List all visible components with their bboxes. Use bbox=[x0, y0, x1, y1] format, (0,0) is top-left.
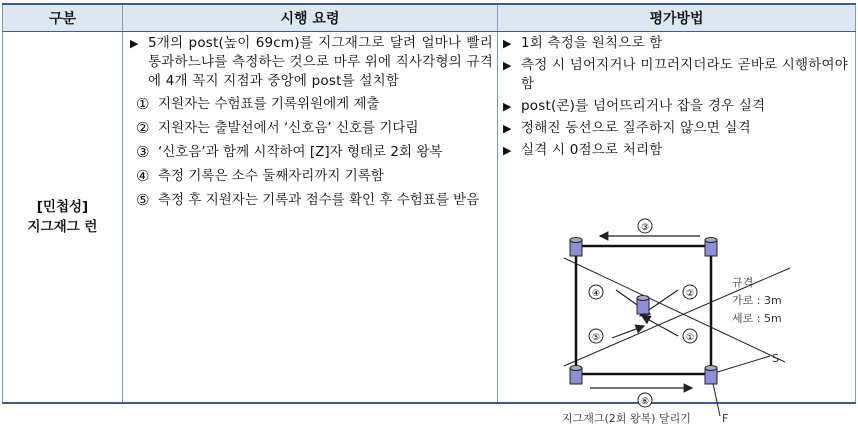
header-row bbox=[3, 4, 856, 32]
step-number: ④ bbox=[136, 167, 150, 185]
header-procedure: 시행 요령 bbox=[123, 4, 498, 32]
evaluation-text: 측정 시 넘어지거나 미끄러지더라도 곧바로 시행하여야 함 bbox=[521, 57, 848, 92]
step-text: ‘신호음’과 함께 시작하여 [Z]자 형태로 2회 왕복 bbox=[158, 144, 443, 160]
step-text: 측정 후 지원자는 기록과 점수를 확인 후 수험표를 받음 bbox=[158, 192, 480, 208]
evaluation-text: 정해진 동선으로 질주하지 않으면 실격 bbox=[521, 120, 751, 136]
evaluation-text: 실격 시 0점으로 처리함 bbox=[521, 142, 663, 158]
route-mark bbox=[638, 393, 652, 407]
diagram-caption: 지그재그(2회 왕복) 달리기 bbox=[562, 412, 691, 425]
bullet-triangle-icon: ▶ bbox=[130, 37, 139, 50]
procedure-intro bbox=[127, 34, 493, 91]
finish-label: F bbox=[722, 412, 729, 425]
route-arrow-5 bbox=[612, 326, 644, 338]
procedure-step bbox=[127, 166, 493, 187]
bullet-triangle-icon: ▶ bbox=[503, 122, 512, 135]
bullet-triangle-icon: ▶ bbox=[503, 100, 512, 113]
post-icon bbox=[705, 238, 717, 257]
route-mark bbox=[589, 329, 603, 343]
evaluation-item bbox=[500, 56, 851, 94]
procedure-step bbox=[127, 118, 493, 139]
evaluation-item bbox=[500, 97, 851, 116]
post-icon bbox=[570, 238, 582, 257]
route-mark bbox=[589, 285, 603, 299]
procedure-intro-text: 5개의 post(높이 69cm)를 지그재그로 달려 얼마나 빨리 통과하느냐를 측정하는 것으로 마루 위에 직사각형의 규격에 4개 꼭지 지점과 중앙에 post를 설치함 bbox=[148, 35, 493, 89]
procedure-step bbox=[127, 94, 493, 115]
bullet-triangle-icon: ▶ bbox=[503, 37, 512, 50]
svg-text:④: ④ bbox=[591, 289, 601, 299]
bullet-triangle-icon: ▶ bbox=[503, 144, 512, 157]
step-text: 지원자는 수험표를 기록위원에게 제출 bbox=[158, 96, 380, 112]
spec-title: 규격 bbox=[732, 276, 754, 289]
procedure-step bbox=[127, 142, 493, 163]
step-text: 측정 기록은 소수 둘째자리까지 기록함 bbox=[158, 168, 384, 184]
category-cell bbox=[3, 32, 123, 404]
procedure-cell bbox=[123, 32, 498, 404]
evaluation-text: 1회 측정을 원칙으로 함 bbox=[521, 35, 663, 51]
start-line bbox=[711, 356, 770, 374]
route-mark bbox=[683, 329, 697, 343]
evaluation-text: post(콘)를 넘어뜨리거나 잡을 경우 실격 bbox=[521, 98, 766, 114]
route-mark bbox=[638, 219, 652, 233]
evaluation-item bbox=[500, 34, 851, 53]
diagonal-line bbox=[564, 258, 785, 362]
spec-width: 가로 : 3m bbox=[732, 294, 782, 307]
route-mark bbox=[683, 285, 697, 299]
post-icon bbox=[705, 366, 717, 385]
svg-text:⑥: ⑥ bbox=[640, 397, 650, 407]
category-line-1: [민첩성] bbox=[36, 199, 89, 215]
evaluation-item bbox=[500, 119, 851, 138]
bullet-triangle-icon: ▶ bbox=[503, 59, 512, 72]
content-row bbox=[3, 32, 856, 404]
spec-height: 세로 : 5m bbox=[732, 312, 782, 325]
svg-text:⑤: ⑤ bbox=[591, 333, 601, 343]
zigzag-course-diagram bbox=[560, 210, 850, 426]
step-text: 지원자는 출발선에서 ‘신호음’ 신호를 기다림 bbox=[158, 120, 419, 136]
header-evaluation: 평가방법 bbox=[498, 4, 856, 32]
evaluation-item bbox=[500, 141, 851, 160]
header-category: 구분 bbox=[3, 4, 123, 32]
post-icon bbox=[570, 366, 582, 385]
step-number: ② bbox=[136, 119, 150, 137]
category-line-2: 지그재그 런 bbox=[27, 219, 98, 235]
zigzag-run-table bbox=[2, 3, 856, 425]
step-number: ③ bbox=[136, 143, 150, 161]
start-label: S bbox=[772, 352, 779, 365]
svg-text:①: ① bbox=[685, 333, 695, 343]
procedure-step bbox=[127, 190, 493, 211]
svg-text:③: ③ bbox=[640, 223, 650, 233]
evaluation-cell bbox=[498, 32, 856, 425]
svg-text:②: ② bbox=[685, 289, 695, 299]
step-number: ⑤ bbox=[136, 191, 150, 209]
step-number: ① bbox=[136, 95, 150, 113]
post-icon bbox=[637, 296, 649, 315]
